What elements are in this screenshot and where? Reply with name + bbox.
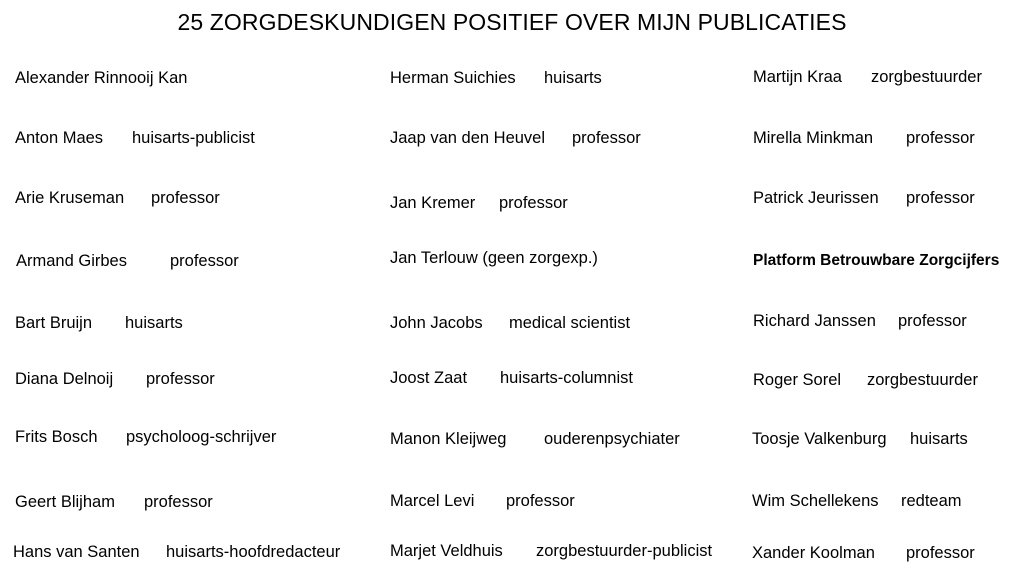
list-item [15, 369, 215, 389]
expert-name: Mirella Minkman [753, 129, 874, 147]
list-item [752, 491, 962, 511]
expert-role: huisarts-publicist [132, 129, 255, 147]
expert-role: professor [906, 129, 975, 147]
expert-name: Marjet Veldhuis [390, 542, 503, 560]
expert-name: Wim Schellekens [752, 492, 879, 510]
expert-role: zorgbestuurder-publicist [536, 542, 713, 560]
expert-role: professor [144, 493, 213, 511]
list-item [16, 251, 239, 271]
expert-name: Roger Sorel [753, 371, 842, 389]
expert-name: Martijn Kraa [753, 68, 842, 86]
expert-name: John Jacobs [390, 314, 483, 332]
list-item [753, 370, 978, 390]
expert-name: Alexander Rinnooij Kan [15, 69, 188, 87]
expert-name: Anton Maes [15, 129, 104, 147]
expert-name: Manon Kleijweg [390, 430, 507, 448]
list-item [390, 193, 568, 213]
list-item [15, 313, 183, 333]
list-item [390, 313, 631, 333]
list-item [390, 491, 575, 511]
list-item [753, 67, 982, 87]
list-item [753, 188, 975, 208]
expert-role: huisarts-columnist [500, 369, 633, 387]
expert-role: professor [572, 129, 641, 147]
expert-name: Bart Bruijn [15, 314, 93, 332]
expert-name: Frits Bosch [15, 428, 98, 446]
expert-role: zorgbestuurder [871, 68, 982, 86]
list-item [752, 429, 968, 449]
expert-role: professor [906, 189, 975, 207]
expert-role: huisarts [910, 430, 968, 448]
list-item [390, 128, 641, 148]
expert-role: professor [151, 189, 220, 207]
expert-role: medical scientist [509, 314, 631, 332]
list-item [390, 68, 602, 88]
expert-name: Geert Blijham [15, 493, 115, 511]
list-item [390, 541, 713, 561]
expert-name: Xander Koolman [752, 544, 875, 562]
page-title: 25 ZORGDESKUNDIGEN POSITIEF OVER MIJN PUBLICATIES [177, 9, 847, 35]
expert-name: Jan Terlouw (geen zorgexp.) [390, 249, 598, 267]
expert-name: Patrick Jeurissen [753, 189, 879, 207]
expert-name: Diana Delnoij [15, 370, 114, 388]
list-item [15, 68, 187, 88]
expert-role: huisarts [125, 314, 183, 332]
list-item [390, 429, 680, 449]
list-item [13, 542, 341, 562]
expert-role: ouderenpsychiater [544, 430, 680, 448]
list-item [753, 311, 967, 331]
expert-name: Jaap van den Heuvel [390, 129, 546, 147]
expert-role: redteam [901, 492, 962, 510]
list-item [15, 492, 213, 512]
expert-role: professor [898, 312, 967, 330]
list-item [390, 368, 633, 388]
expert-role: huisarts [544, 69, 602, 87]
expert-role: professor [170, 252, 239, 270]
expert-name: Armand Girbes [16, 252, 127, 270]
expert-role: huisarts-hoofdredacteur [166, 543, 341, 561]
list-item [753, 251, 999, 271]
expert-role: professor [906, 544, 975, 562]
expert-role: professor [146, 370, 215, 388]
list-item [15, 128, 255, 148]
expert-role: professor [499, 194, 568, 212]
expert-name: Jan Kremer [390, 194, 476, 212]
expert-name: Marcel Levi [390, 492, 475, 510]
expert-role: zorgbestuurder [867, 371, 978, 389]
expert-role: professor [506, 492, 575, 510]
list-item [753, 128, 975, 148]
expert-name: Arie Kruseman [15, 189, 125, 207]
expert-name: Joost Zaat [390, 369, 468, 387]
list-item [15, 427, 277, 447]
list-item [752, 543, 975, 563]
list-item [390, 248, 598, 268]
expert-name: Platform Betrouwbare Zorgcijfers [753, 252, 1000, 269]
expert-name: Herman Suichies [390, 69, 516, 87]
expert-role: psycholoog-schrijver [126, 428, 277, 446]
list-item [15, 188, 220, 208]
expert-name: Hans van Santen [13, 543, 140, 561]
expert-name: Toosje Valkenburg [752, 430, 887, 448]
expert-name: Richard Janssen [753, 312, 876, 330]
